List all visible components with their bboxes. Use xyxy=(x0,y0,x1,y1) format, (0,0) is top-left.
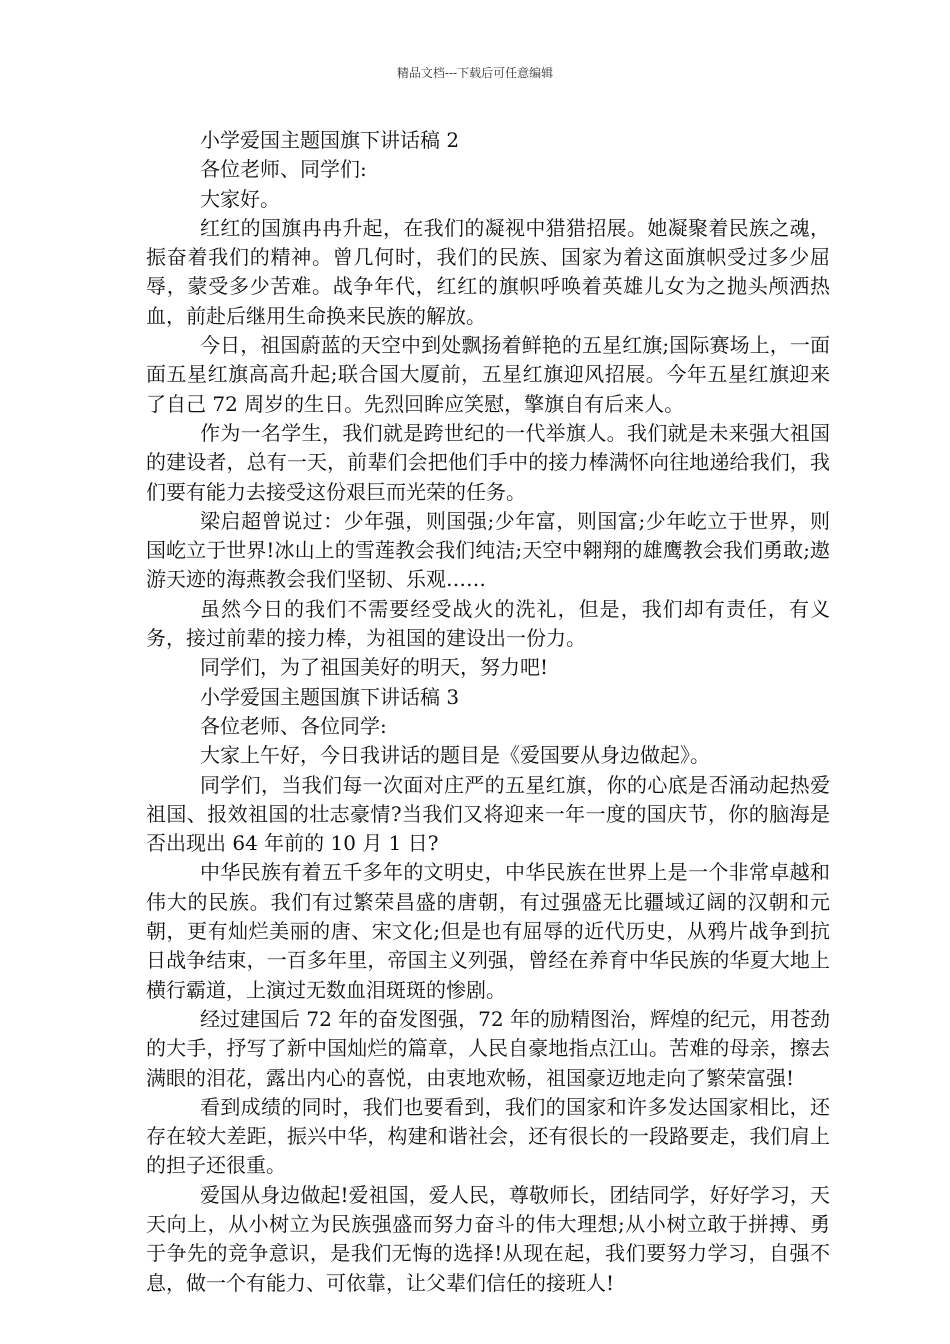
paragraph: 中华民族有着五千多年的文明史，中华民族在世界上是一个非常卓越和伟大的民族。我们有过繁荣昌盛的唐朝，有过强盛无比疆域辽阔的汉朝和元朝，更有灿烂美丽的唐、宋文化;但是也有屈辱的近代历史，从鸦片战争到抗日战争结束，一百多年里，帝国主义列强，曾经在养育中华民族的华夏大地上横行霸道，上演过无数血泪斑斑的惨剧。 xyxy=(146,860,830,1002)
paragraph: 爱国从身边做起!爱祖国，爱人民，尊敬师长，团结同学，好好学习，天天向上，从小树立为民族强盛而努力奋斗的伟大理想;从小树立敢于拼搏、勇于争先的竞争意识，是我们无悔的选择!从现在起，我们要努力学习，自强不息，做一个有能力、可依靠，让父辈们信任的接班人! xyxy=(146,1182,830,1295)
paragraph: 虽然今日的我们不需要经受战火的洗礼，但是，我们却有责任，有义务，接过前辈的接力棒，为祖国的建设出一份力。 xyxy=(146,596,830,651)
paragraph: 今日，祖国蔚蓝的天空中到处飘扬着鲜艳的五星红旗;国际赛场上，一面面五星红旗高高升起;联合国大厦前，五星红旗迎风招展。今年五星红旗迎来了自己 72 周岁的生日。先烈回眸应笑慰，擎旗自有后来人。 xyxy=(146,333,830,416)
paragraph: 梁启超曾说过：少年强，则国强;少年富，则国富;少年屹立于世界，则国屹立于世界!冰山上的雪莲教会我们纯洁;天空中翱翔的雄鹰教会我们勇敢;遨游天迹的海燕教会我们坚韧、乐观…… xyxy=(146,508,830,592)
paragraph: 大家上午好，今日我讲话的题目是《爱国要从身边做起》。 xyxy=(200,743,710,768)
document-body xyxy=(146,126,830,1298)
page-header: 精品文档---下载后可任意编辑 xyxy=(396,66,554,80)
paragraph: 作为一名学生，我们就是跨世纪的一代举旗人。我们就是未来强大祖国的建设者，总有一天，前辈们会把他们手中的接力棒满怀向往地递给我们，我们要有能力去接受这份艰巨而光荣的任务。 xyxy=(146,420,830,504)
paragraph-greeting: 各位老师、同学们: xyxy=(200,157,367,182)
paragraph-greeting: 各位老师、各位同学: xyxy=(200,713,387,738)
paragraph-title-3: 小学爱国主题国旗下讲话稿 3 xyxy=(200,684,460,709)
paragraph: 看到成绩的同时，我们也要看到，我们的国家和许多发达国家相比，还存在较大差距，振兴中华，构建和谐社会，还有很长的一段路要走，我们肩上的担子还很重。 xyxy=(146,1094,830,1178)
paragraph: 大家好。 xyxy=(200,186,280,211)
paragraph: 红红的国旗冉冉升起，在我们的凝视中猎猎招展。她凝聚着民族之魂，振奋着我们的精神。曾几何时，我们的民族、国家为着这面旗帜受过多少屈辱，蒙受多少苦难。战争年代，红红的旗帜呼唤着英雄儿女为之抛头颅洒热血，前赴后继用生命换来民族的解放。 xyxy=(146,215,830,328)
paragraph: 同学们，为了祖国美好的明天，努力吧! xyxy=(200,655,549,680)
paragraph-title-2: 小学爱国主题国旗下讲话稿 2 xyxy=(200,128,460,152)
paragraph: 经过建国后 72 年的奋发图强，72 年的励精图治，辉煌的纪元，用苍劲的大手，抒写了新中国灿烂的篇章，人民自豪地指点江山。苦难的母亲，擦去满眼的泪花，露出内心的喜悦，由衷地欢畅，祖国豪迈地走向了繁荣富强! xyxy=(146,1006,830,1090)
paragraph: 同学们，当我们每一次面对庄严的五星红旗，你的心底是否涌动起热爱祖国、报效祖国的壮志豪情?当我们又将迎来一年一度的国庆节，你的脑海是否出现出 64 年前的 10 月 1 日? xyxy=(146,772,830,856)
